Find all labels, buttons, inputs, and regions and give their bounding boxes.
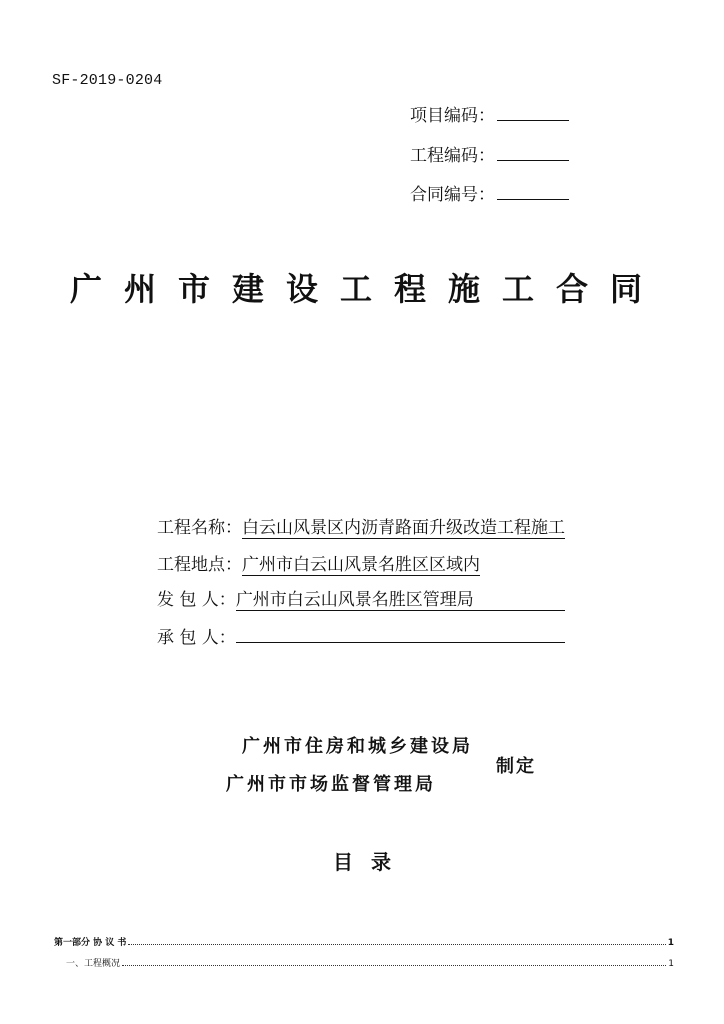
toc-entry-label: 第一部分 协 议 书	[54, 938, 127, 948]
contractor-label: 承 包 人：	[157, 628, 236, 648]
employer-value: 广州市白云山风景名胜区管理局	[236, 590, 565, 611]
contract-number-label: 合同编号：	[410, 185, 495, 205]
project-code-label: 项目编码：	[410, 106, 495, 126]
made-by-label: 制定	[496, 756, 536, 777]
issuer-housing-bureau: 广州市住房和城乡建设局	[242, 736, 473, 757]
document-number: SF-2019-0204	[52, 72, 163, 89]
contractor-row	[157, 622, 565, 648]
project-name-value: 白云山风景区内沥青路面升级改造工程施工	[242, 518, 565, 538]
contractor-value	[236, 622, 565, 643]
engineering-code-blank	[497, 144, 569, 161]
toc-entry-page: 1	[667, 938, 674, 948]
toc-leader-dots	[122, 958, 666, 966]
toc-entry-page: 1	[668, 959, 674, 969]
project-name-label: 工程名称：	[157, 518, 242, 538]
engineering-code-label: 工程编码：	[410, 146, 495, 166]
contract-title: 广州市建设工程施工合同	[69, 270, 664, 308]
toc-entry[interactable]	[54, 956, 674, 969]
employer-label: 发 包 人：	[157, 590, 236, 610]
project-location-row	[157, 552, 480, 578]
project-name-row	[157, 515, 565, 541]
issuer-market-regulation-bureau: 广州市市场监督管理局	[226, 774, 436, 795]
toc-entry[interactable]	[54, 935, 674, 948]
employer-row	[157, 587, 565, 613]
toc-entry-label: 一、工程概况	[66, 959, 121, 969]
project-code-blank	[497, 104, 569, 121]
engineering-code-row	[410, 144, 569, 168]
contract-number-row	[410, 183, 569, 207]
toc-leader-dots	[128, 937, 665, 945]
project-location-label: 工程地点：	[157, 555, 242, 575]
project-code-row	[410, 104, 569, 128]
project-location-value: 广州市白云山风景名胜区区域内	[242, 555, 480, 575]
contract-number-blank	[497, 183, 569, 200]
toc-title: 目录	[333, 850, 409, 874]
